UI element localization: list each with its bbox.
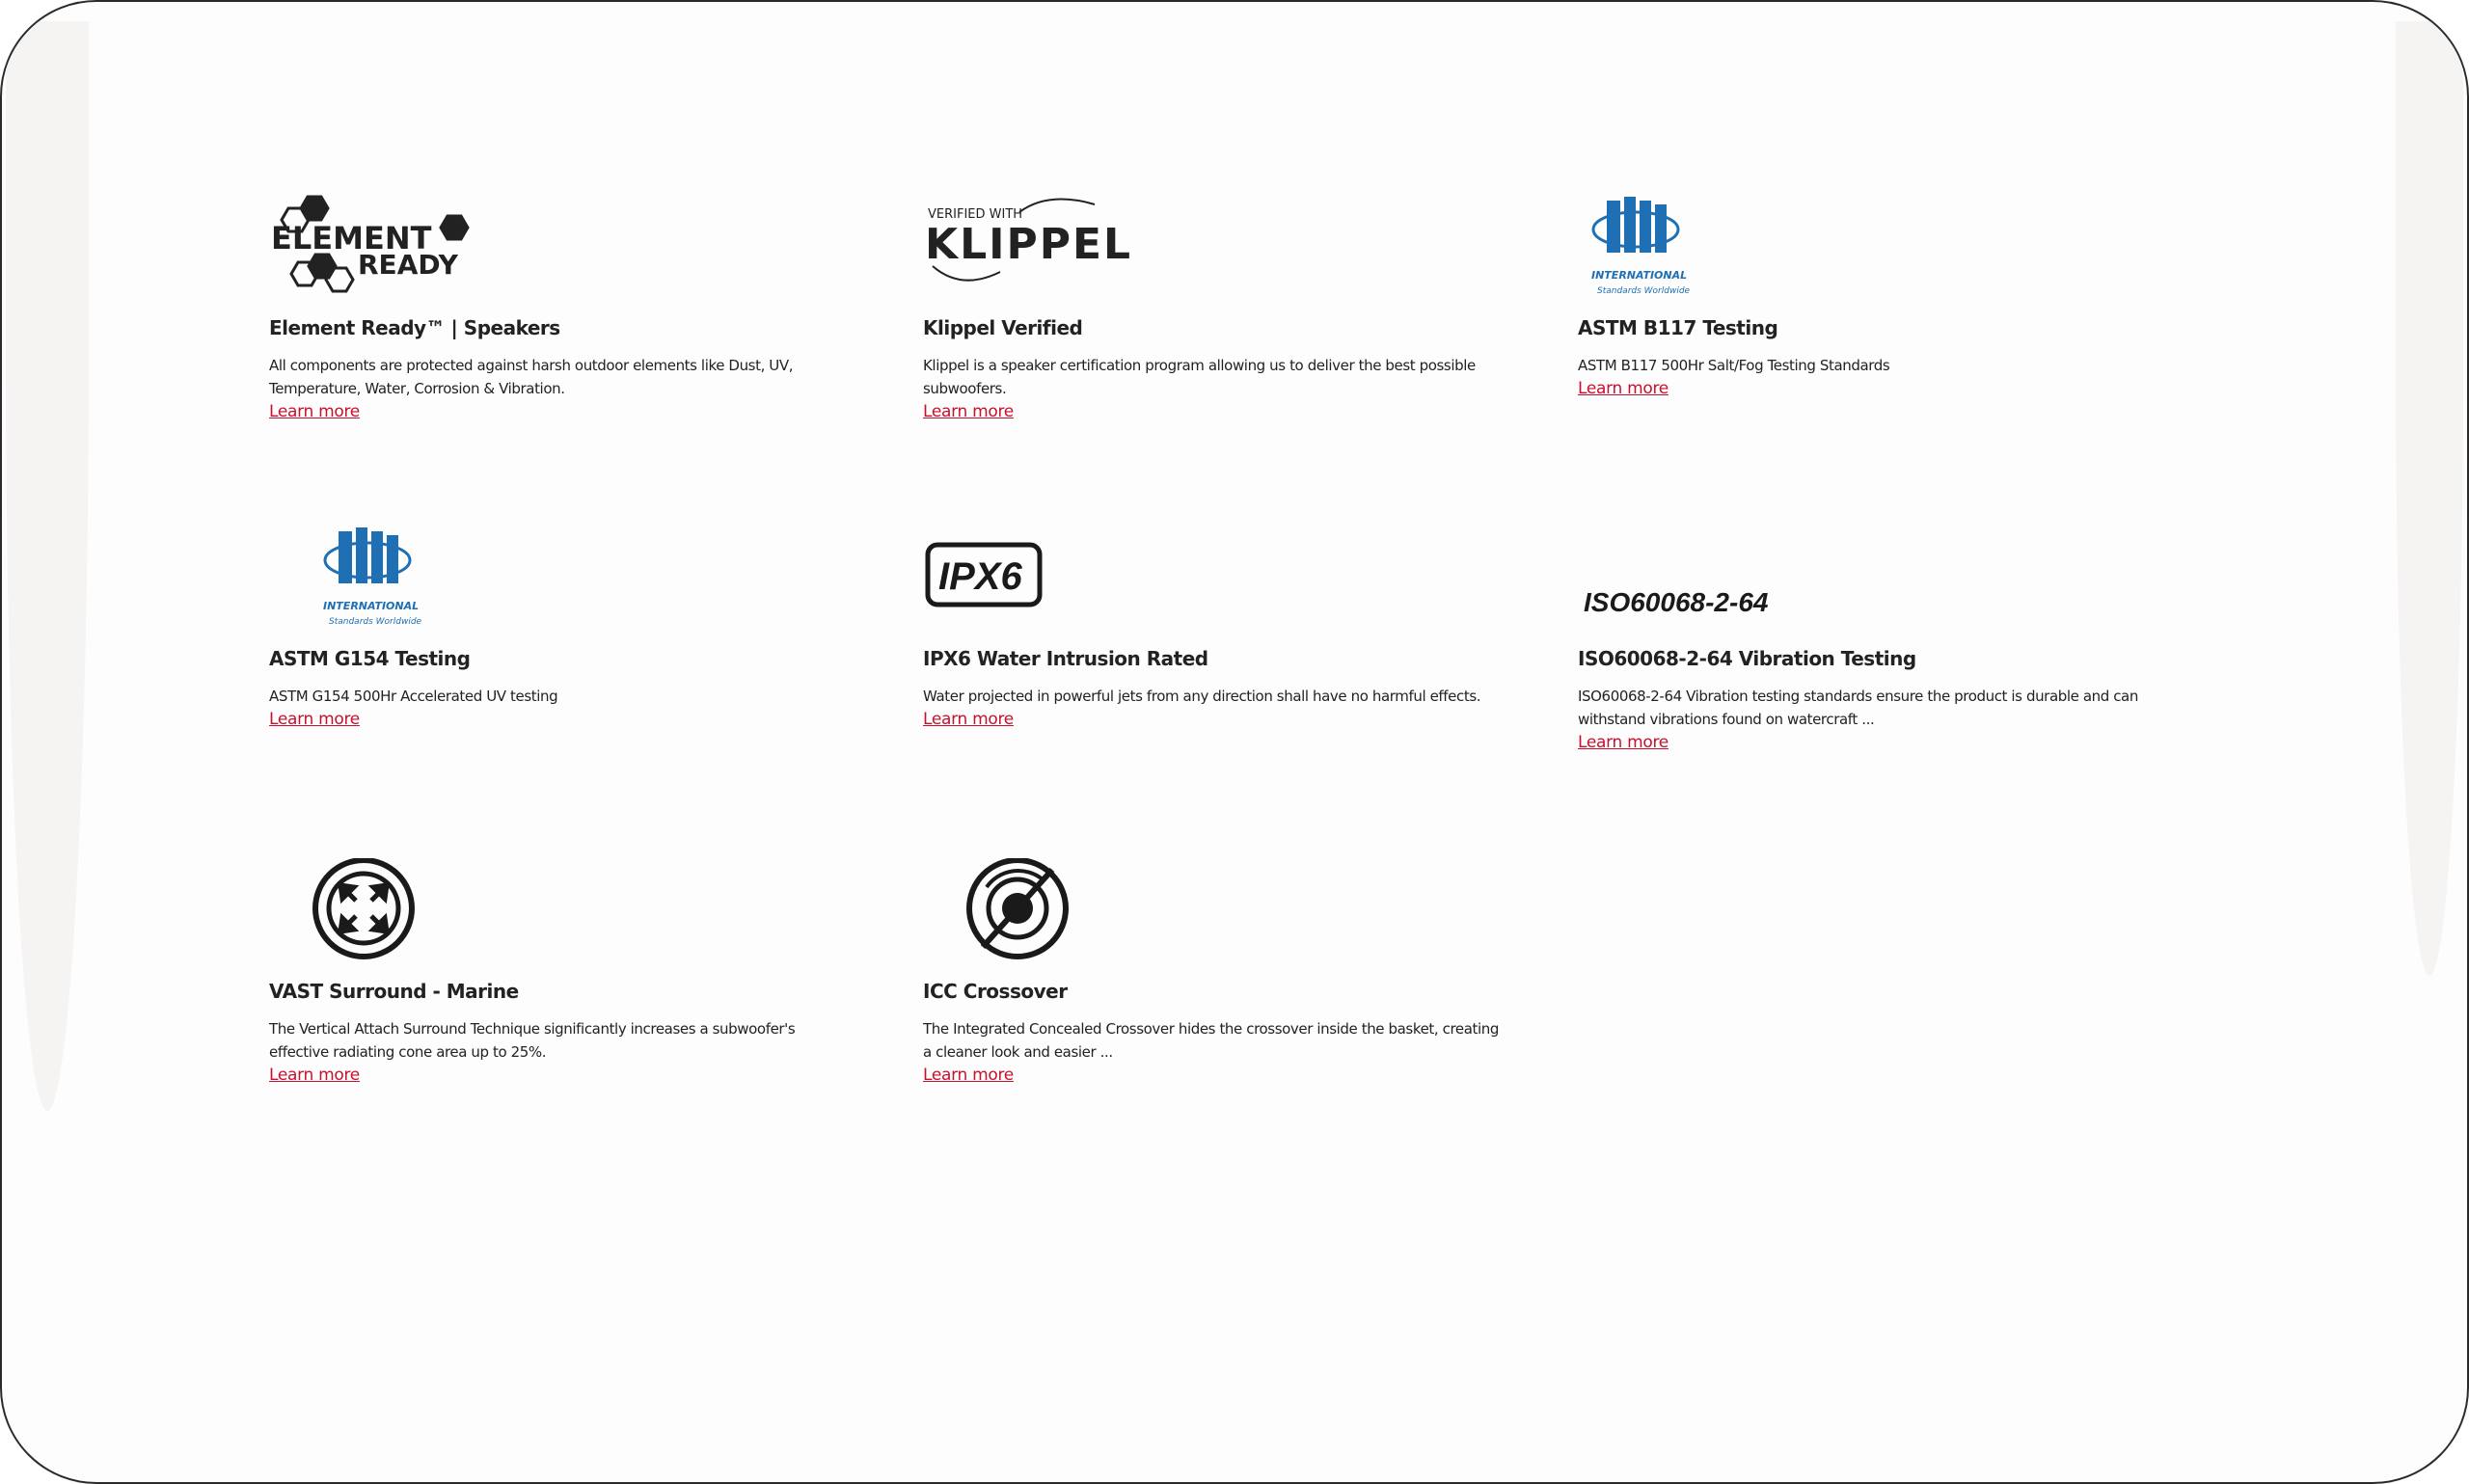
vast-surround-icon [269, 858, 501, 984]
card-description [269, 1017, 848, 1087]
card-title: ASTM B117 Testing [1578, 316, 1778, 339]
card-title: ICC Crossover [923, 980, 1068, 1003]
card-description-text: ASTM G154 500Hr Accelerated UV testing [269, 688, 558, 705]
card-description-text: Water projected in powerful jets from any direction shall have no harmful effects. [923, 688, 1481, 705]
card-title: IPX6 Water Intrusion Rated [923, 647, 1208, 670]
right-shade [2396, 21, 2463, 976]
card-description-text: The Integrated Concealed Crossover hides the crossover inside the basket, creating a cleaner look and easier ... [923, 1020, 1500, 1061]
astm-logo-sub: Standards Worldwide [1597, 286, 1691, 296]
card-description [1578, 685, 2157, 754]
learn-more-link[interactable]: Learn more [269, 710, 360, 729]
ipx6-logo-text: IPX6 [938, 555, 1022, 598]
learn-more-link[interactable]: Learn more [269, 1066, 360, 1085]
astm-logo-sub: Standards Worldwide [329, 617, 422, 627]
learn-more-link[interactable]: Learn more [1578, 379, 1669, 398]
card-description-text: The Vertical Attach Surround Technique significantly increases a subwoofer's effective radiating cone area up to 25%. [269, 1020, 796, 1061]
learn-more-link[interactable]: Learn more [923, 402, 1014, 421]
astm-logo-text: INTERNATIONAL [323, 600, 420, 612]
klippel-logo-graphic [923, 195, 1154, 301]
card-title: ASTM G154 Testing [269, 647, 471, 670]
icc-crossover-icon-graphic [923, 858, 1154, 964]
klippel-logo-text: KLIPPEL [925, 220, 1133, 269]
iso-logo-text: ISO60068-2-64 [1584, 587, 1769, 617]
learn-more-link[interactable]: Learn more [269, 402, 360, 421]
learn-more-link[interactable]: Learn more [923, 710, 1014, 729]
card-title: ISO60068-2-64 Vibration Testing [1578, 647, 1916, 670]
card-description [269, 354, 848, 423]
card-description-text: Klippel is a speaker certification program allowing us to deliver the best possible subwoofers. [923, 357, 1476, 397]
card-description [923, 354, 1502, 423]
card-title: VAST Surround - Marine [269, 980, 519, 1003]
ipx6-logo-graphic [923, 526, 1154, 632]
ipx6-logo [923, 526, 1154, 651]
klippel-logo [923, 195, 1154, 320]
astm-logo [1578, 195, 1809, 320]
icc-crossover-icon [923, 858, 1154, 984]
element-ready-logo-graphic [269, 195, 501, 301]
astm-logo-text: INTERNATIONAL [1591, 269, 1688, 282]
astm-logo [310, 526, 541, 651]
element-ready-logo [269, 195, 501, 320]
card-title: Klippel Verified [923, 316, 1083, 339]
card-description [923, 1017, 1502, 1087]
card-description-text: All components are protected against harsh outdoor elements like Dust, UV, Temperature, Water, Corrosion & Vibration. [269, 357, 794, 397]
card-description-text: ASTM B117 500Hr Salt/Fog Testing Standards [1578, 357, 1890, 374]
learn-more-link[interactable]: Learn more [1578, 733, 1669, 752]
card-description [269, 685, 848, 731]
iso-logo [1578, 526, 1809, 651]
astm-logo-graphic [1578, 195, 1809, 301]
card-description-text: ISO60068-2-64 Vibration testing standards ensure the product is durable and can withstand vibrations found on watercraft ... [1578, 688, 2138, 728]
left-shade [6, 21, 89, 1111]
element-ready-logo-bottom: READY [358, 249, 458, 281]
astm-logo-graphic [310, 526, 541, 632]
klippel-logo-small: VERIFIED WITH [928, 207, 1023, 222]
card-title: Element Ready™ | Speakers [269, 316, 560, 339]
vast-surround-icon-graphic [269, 858, 501, 964]
learn-more-link[interactable]: Learn more [923, 1066, 1014, 1085]
card-description [923, 685, 1502, 731]
card-description [1578, 354, 2157, 400]
element-ready-logo-top: ELEMENT [271, 220, 432, 256]
